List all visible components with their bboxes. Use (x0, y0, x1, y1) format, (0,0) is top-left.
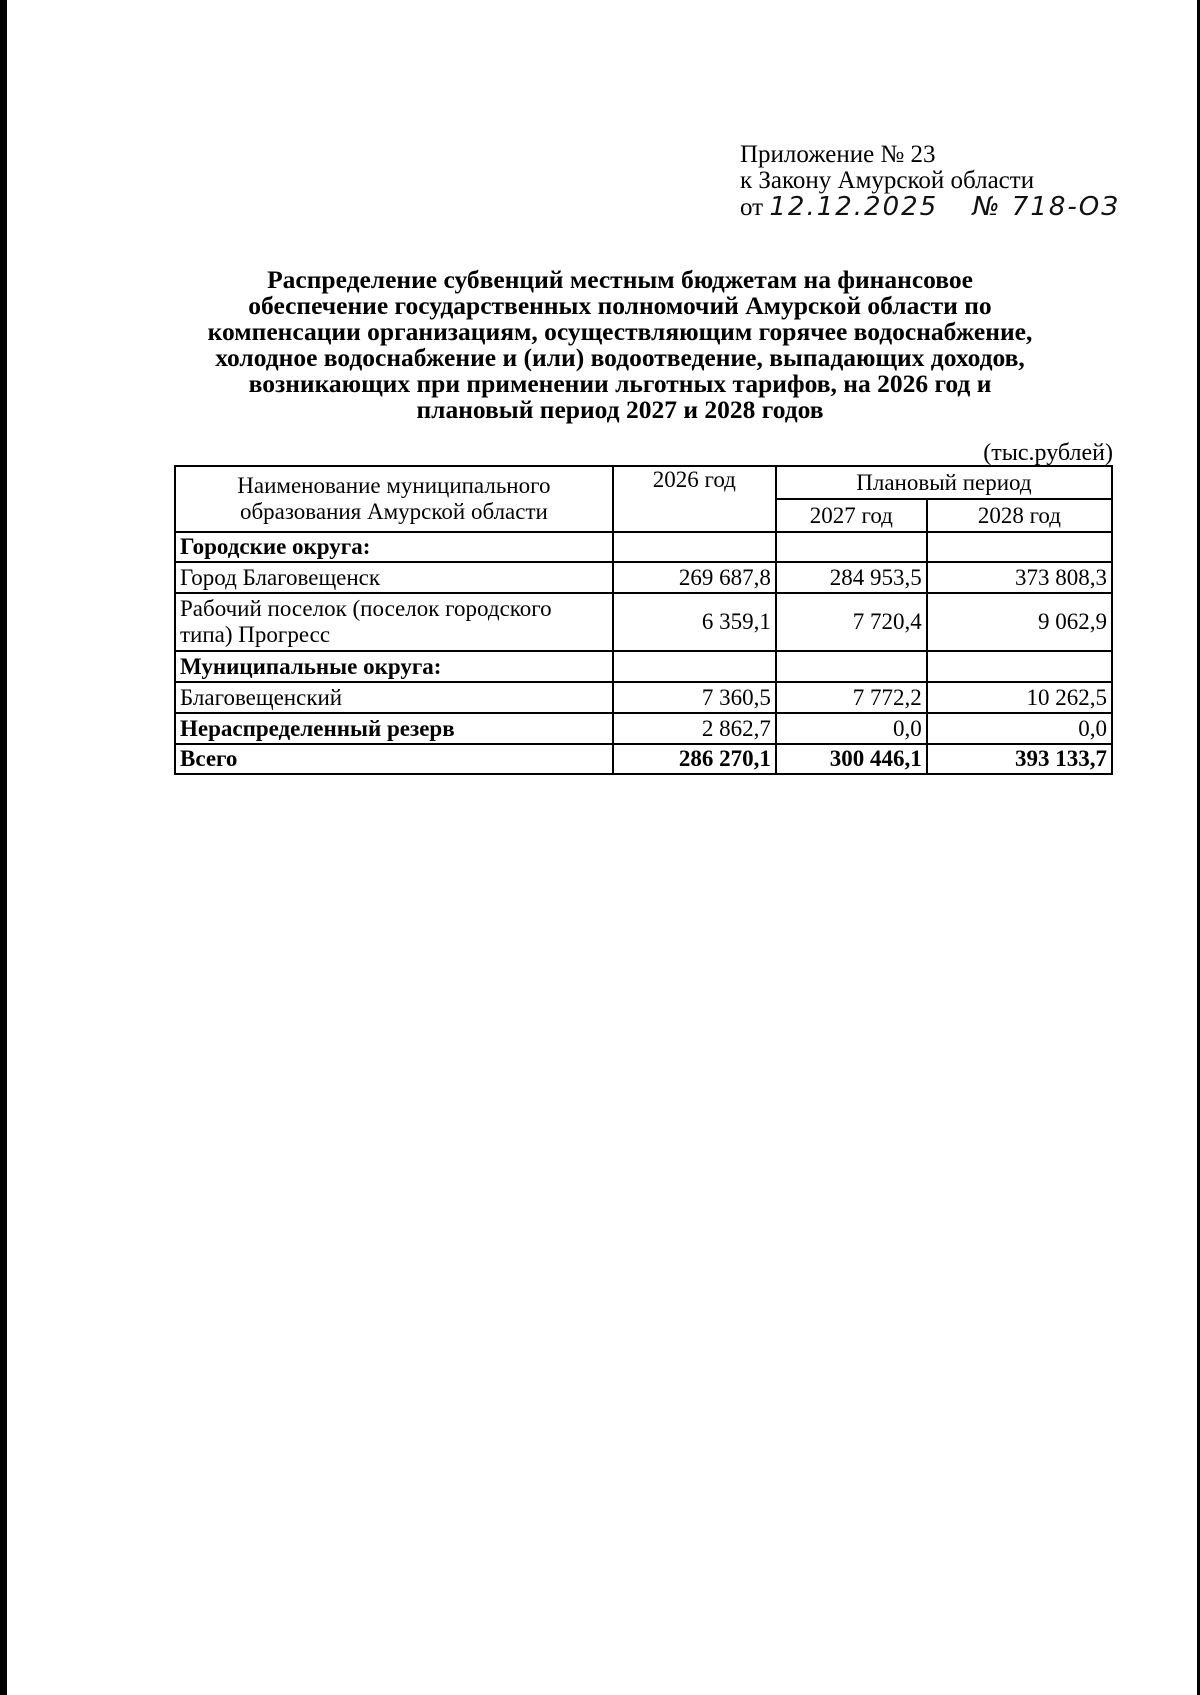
table-row (175, 532, 1112, 562)
header-2027: 2027 год (776, 499, 927, 532)
header-municipality-line2: образования Амурской области (239, 499, 548, 524)
title-line: плановый период 2027 и 2028 годов (416, 395, 824, 424)
cell-2026: 2 862,7 (613, 713, 776, 744)
row-name: Рабочий поселок (поселок городского типа) Прогресс (175, 593, 613, 651)
units-label: (тыс.рублей) (983, 440, 1113, 466)
cell-2026: 286 270,1 (613, 744, 776, 774)
cell-2027: 7 772,2 (776, 682, 927, 713)
title-line: обеспечение государственных полномочий Амурской области по (248, 291, 992, 320)
row-name: Нераспределенный резерв (175, 713, 613, 744)
header-2026: 2026 год (613, 466, 776, 532)
row-name: Городские округа: (175, 532, 613, 562)
table-header-row (175, 466, 1112, 499)
document-title (130, 267, 1110, 423)
title-line: компенсации организациям, осуществляющим горячее водоснабжение, (207, 317, 1033, 346)
cell-2026 (613, 651, 776, 682)
cell-2026: 6 359,1 (613, 593, 776, 651)
table-row (175, 562, 1112, 593)
appendix-date-prefix: от (740, 194, 764, 221)
table-row (175, 713, 1112, 744)
table-row (175, 593, 1112, 651)
cell-2028 (927, 532, 1112, 562)
cell-2028: 10 262,5 (927, 682, 1112, 713)
cell-2027: 284 953,5 (776, 562, 927, 593)
cell-2027 (776, 651, 927, 682)
subvention-table (174, 465, 1113, 775)
row-name: Город Благовещенск (175, 562, 613, 593)
table-row-total (175, 744, 1112, 774)
header-2028: 2028 год (927, 499, 1112, 532)
cell-2028: 9 062,9 (927, 593, 1112, 651)
appendix-law: к Закону Амурской области (740, 167, 1035, 194)
cell-2026: 269 687,8 (613, 562, 776, 593)
header-planned-period: Плановый период (776, 466, 1112, 499)
cell-2028: 373 808,3 (927, 562, 1112, 593)
cell-2027 (776, 532, 927, 562)
cell-2027: 7 720,4 (776, 593, 927, 651)
title-line: Распределение субвенций местным бюджетам на финансовое (267, 265, 973, 294)
cell-2028 (927, 651, 1112, 682)
appendix-date-line (740, 194, 1120, 221)
cell-2028: 0,0 (927, 713, 1112, 744)
table-row (175, 651, 1112, 682)
cell-2028: 393 133,7 (927, 744, 1112, 774)
table-row (175, 682, 1112, 713)
appendix-number: Приложение № 23 (740, 141, 936, 168)
cell-2026 (613, 532, 776, 562)
cell-2027: 300 446,1 (776, 744, 927, 774)
handwritten-date: 12.12.2025 (769, 192, 939, 222)
row-name: Муниципальные округа: (175, 651, 613, 682)
appendix-block (740, 142, 1120, 221)
scan-edge-left (0, 0, 7, 1695)
cell-2026: 7 360,5 (613, 682, 776, 713)
row-name: Благовещенский (175, 682, 613, 713)
handwritten-law-number: № 718-ОЗ (972, 192, 1120, 222)
title-line: холодное водоснабжение и (или) водоотведение, выпадающих доходов, (215, 343, 1025, 372)
header-municipality (175, 466, 613, 532)
cell-2027: 0,0 (776, 713, 927, 744)
header-municipality-line1: Наименование муниципального (237, 473, 551, 498)
row-name: Всего (175, 744, 613, 774)
title-line: возникающих при применении льготных тарифов, на 2026 год и (248, 369, 992, 398)
